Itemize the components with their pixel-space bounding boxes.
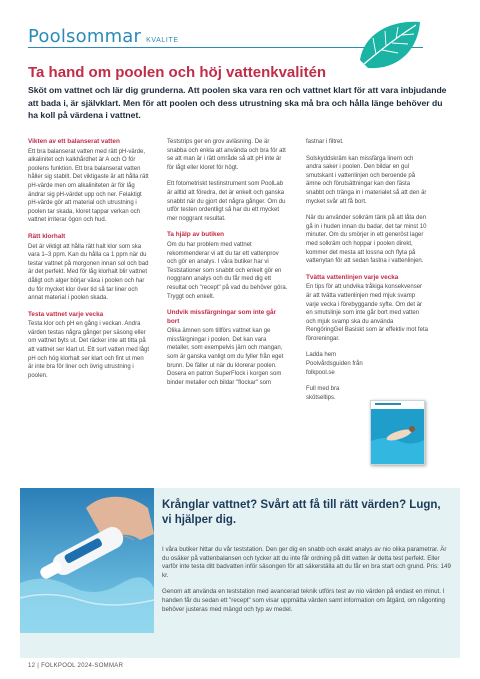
teststrip-hand-photo [20,488,154,633]
help-panel [20,488,460,658]
paragraph-chlorine: Det är viktigt att hålla rätt halt klor som ska vara 1–3 ppm. Kan du hålla ca 1 ppm när du testar vattnet på morgonen innan sol och bad är det perfekt. Med för låg klorhalt blir vattnet dåligt och alger börjar växa i poolen och har du för mycket klor över tid så tar liner och annat material i poolen skada. [28,243,149,302]
paragraph-photometric: Ett fotometriskt testinstrument som PoolLab är alltid att föredra, det är enkelt och ganska snabbt när du gjort det några gånger. Om du utför testen ordentligt så har du ett mycket mer noggrant resultat. [167,181,286,222]
subheading-store-help: Ta hjälp av butiken [167,231,225,239]
column-3 [306,138,428,410]
page-footer: 12 | FOLKPOOL 2024-SOMMAR [28,663,124,669]
promo-tips-text: Full med bra skötseltips. [306,386,340,401]
paragraph-weekly-test: Testa klor och pH en gång i veckan. Andra värden testas några gånger per säsong eller om vattnet byts ut. Det räcker inte att titta på att vattnet ser klart ut. Ett surt vatten med lågt pH och hög klorhalt ser klart och fint ut men är inte bra för liner och övrig utrustning i poolen. [28,321,150,379]
paragraph-store-help: Om du har problem med vattnet rekommenderar vi att du tar ett vattenprov och gör en analys. I våra butiker har vi Teststationer som snabbt och enkelt gör en noggrann analys och du får med dig ett resultat och "recept" på vad du behöver göra. Tryggt och enkelt. [167,241,288,300]
section-tag: KVALITE [146,37,179,44]
promo-download-text[interactable]: Ladda hem Poolvårdsguiden från folkpool.se [306,352,363,376]
article-ingress: Sköt om vattnet och lär dig grunderna. Att poolen ska vara ren och vattnet klart för att vara inbjudande att bada i, är självklart. Men för att poolen och dess utrustning ska må bra och hålla länge behöver du ha koll på värdena i vattnet. [28,85,447,120]
paragraph-teststrips: Teststrips ger en grov avläsning. De är snabba och enkla att använda och bra för att se att man är i rätt område så att pH inte är för lågt eller kloret för högt. [167,139,286,171]
paragraph-sunscreen: Solskyddskräm kan missfärga linern och andra saker i poolen. Den bildar en gul smutskant i vattenlinjen och beroende på ämne och förutsättningar kan den fästa snabbt och tränga in i materialet så att den är mycket svår att få bort. [306,155,427,205]
column-1 [28,138,150,388]
article-headline: Ta hand om poolen och höj vattenkvalitén [28,64,327,81]
subheading-chlorine: Rätt klorhalt [28,232,66,240]
help-panel-body [162,546,452,622]
paragraph-waterline: En tips för att undvika tråkiga konsekvenser är att tvätta vattenlinjen med mjuk svamp varje vecka i förebyggande syfte. Om det är en smutslinje som inte går bort med vatten och mjuk svamp ska du använda RengöringGel Basiskt som är effektiv mot feta föroreningar. [306,284,428,342]
help-paragraph-1: I våra butiker hittar du vår teststation. Den ger dig en snabb och exakt analys av nio olika parametrar. Är du osäker på vattenbalansen och tycker att du inte får ordning på ditt vatten är detta test perfekt. Eller varför inte testa ditt badvatten inför säsongen för att säkerställa att du får en bra start och grund. Pris: 149 kr. [162,546,451,579]
subheading-discoloration: Undvik missfärgningar som inte går bort [167,309,277,325]
poolcare-guide-cover[interactable] [370,400,425,465]
paragraph-sunscreen-tip: När du använder solkräm tänk på att låta den gå in i huden innan du badar, det tar minst 10 minuter. Om du smörjer in ett generöst lager med solkräm och hoppar i poolen direkt, kommer det mesta att lossna och flyta på vattenytan för att sedan fastna i vattenlinjen. [306,215,427,265]
subheading-balanced-water: Vikten av ett balanserat vatten [28,138,120,145]
guide-cover-illustration [371,401,425,465]
paragraph-balanced-water: Ett bra balanserat vatten med rätt pH-värde, alkalinitet och kalkhårdhet är A och O för poolens funktion. Ett bra balanserat vatten håller sig stabilt. Det viktigaste är att hålla rätt pH-värde men om alkaliniteten är för låg ändrar sig pH-värdet upp och ner. Felaktigt pH-värde gör att material och utrustning i poolen tar skada, kloret tappar verkan och vattnet irriterar ögon och hud. [28,148,149,224]
subheading-waterline: Tvätta vattenlinjen varje vecka [306,273,399,281]
help-paragraph-2: Genom att använda en teststation med avancerad teknik utförs test av nio värden på endast en minut. I handen får du sedan ett "recept" som visar uppmätta värden samt information om åtgärd, om någonting behöver justeras med mängd och typ av medel. [162,588,445,613]
help-panel-heading: Krånglar vattnet? Svårt att få till rätt värden? Lugn, vi hjälper dig. [162,499,441,526]
section-title: Poolsommar [28,26,142,47]
column-2 [167,138,289,395]
paragraph-filter: fastnar i filtret. [306,139,344,145]
paragraph-discoloration: Olika ämnen som tillförs vattnet kan ge missfärgningar i poolen. Det kan vara metaller, som exempelvis järn och mangan, som är ganska vanligt om du fyller från eget brunn. De fäller ut när du klorerar poolen. Dosera en patron SuperFlock i korgen som binder metaller och bildar "flockar" som [167,328,284,386]
subheading-weekly-test: Testa vattnet varje vecka [28,310,104,318]
